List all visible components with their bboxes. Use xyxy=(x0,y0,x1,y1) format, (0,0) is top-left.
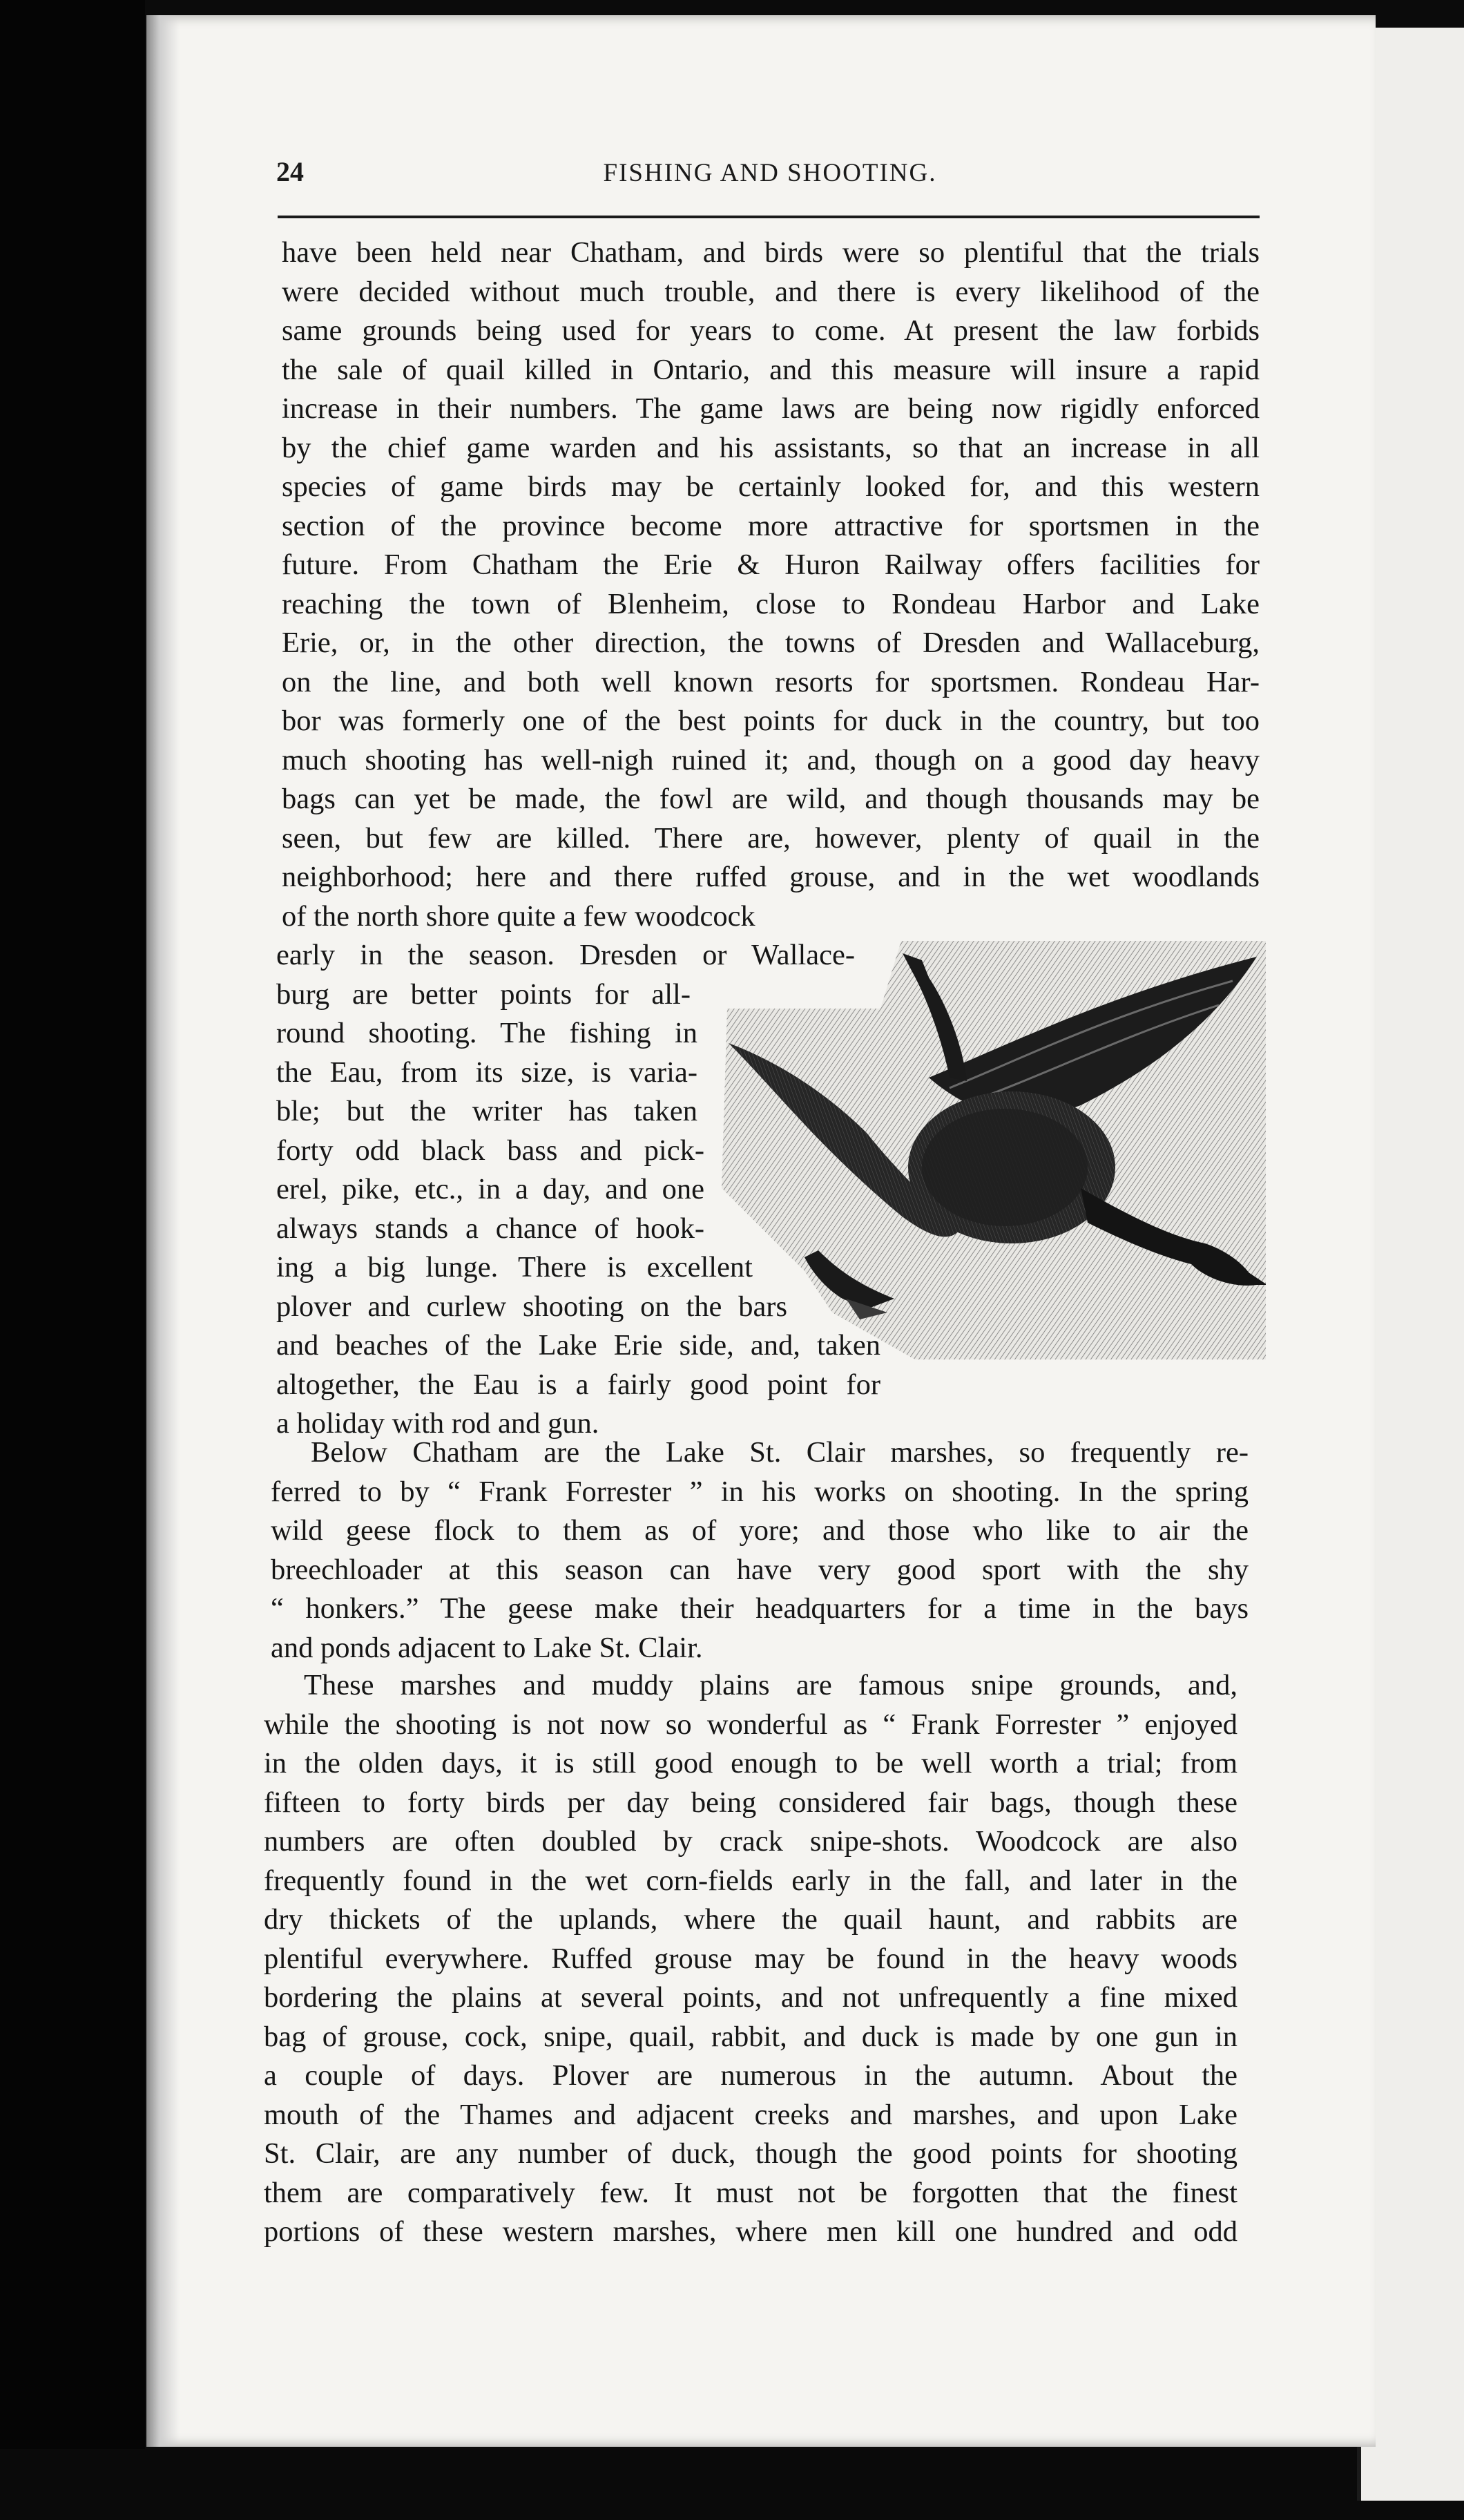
text-line: forty odd black bass and pick- xyxy=(276,1134,704,1167)
text-line: them are comparatively few. It must not be forgotten that the finest xyxy=(264,2176,1237,2209)
text-line: frequently found in the wet corn-fields early in the fall, and later in the xyxy=(264,1864,1237,1897)
text-line: altogether, the Eau is a fairly good point for xyxy=(276,1368,880,1401)
text-line: always stands a chance of hook- xyxy=(276,1212,704,1245)
text-line: species of game birds may be certainly looked for, and this western xyxy=(282,470,1260,503)
text-line: Below Chatham are the Lake St. Clair marshes, so frequently re- xyxy=(311,1436,1249,1469)
text-line: have been held near Chatham, and birds were so plentiful that the trials xyxy=(282,236,1260,269)
page-header xyxy=(276,155,1264,197)
paragraph-2 xyxy=(271,1433,1249,1668)
text-line: dry thickets of the uplands, where the quail haunt, and rabbits are xyxy=(264,1903,1237,1936)
text-line: by the chief game warden and his assistants, so that an increase in all xyxy=(282,431,1260,464)
duck-illustration xyxy=(722,939,1266,1359)
text-line: fifteen to forty birds per day being considered fair bags, though these xyxy=(264,1786,1237,1819)
text-line: ble; but the writer has taken xyxy=(276,1095,697,1127)
text-line: bordering the plains at several points, and not unfrequently a fine mixed xyxy=(264,1981,1237,2014)
text-line: while the shooting is not now so wonderful as “ Frank Forrester ” enjoyed xyxy=(264,1708,1237,1741)
text-line: section of the province become more attractive for sportsmen in the xyxy=(282,509,1260,542)
text-line: breechloader at this season can have very good sport with the shy xyxy=(271,1553,1249,1586)
text-line: a holiday with rod and gun. xyxy=(276,1407,599,1440)
text-line: on the line, and both well known resorts for sportsmen. Rondeau Har- xyxy=(282,665,1260,698)
text-line: bor was formerly one of the best points for duck in the country, but too xyxy=(282,705,1260,737)
text-line: of the north shore quite a few woodcock xyxy=(282,899,755,933)
text-line: seen, but few are killed. There are, however, plenty of quail in the xyxy=(282,821,1260,855)
text-line: These marshes and muddy plains are famous snipe grounds, and, xyxy=(304,1669,1237,1701)
text-line: mouth of the Thames and adjacent creeks and marshes, and upon Lake xyxy=(264,2098,1237,2131)
text-line: increase in their numbers. The game laws are being now rigidly enforced xyxy=(282,392,1260,425)
text-line: and beaches of the Lake Erie side, and, taken xyxy=(276,1329,880,1362)
text-line: ferred to by “ Frank Forrester ” in his works on shooting. In the spring xyxy=(271,1475,1249,1508)
page-number: 24 xyxy=(276,156,304,187)
text-line: the Eau, from its size, is varia- xyxy=(276,1056,697,1089)
text-line: bags can yet be made, the fowl are wild, and though thousands may be xyxy=(282,783,1260,815)
text-line: reaching the town of Blenheim, close to Rondeau Harbor and Lake xyxy=(282,587,1260,620)
text-line: wild geese flock to them as of yore; and those who like to air the xyxy=(271,1514,1249,1547)
text-line: “ honkers.” The geese make their headquarters for a time in the bays xyxy=(271,1592,1249,1625)
text-line: and ponds adjacent to Lake St. Clair. xyxy=(271,1631,703,1664)
text-line: bag of grouse, cock, snipe, quail, rabbit, and duck is made by one gun in xyxy=(264,2020,1237,2053)
paragraph-3 xyxy=(264,1666,1237,2252)
text-line: were decided without much trouble, and there is every likelihood of the xyxy=(282,275,1260,308)
text-line: Erie, or, in the other direction, the towns of Dresden and Wallaceburg, xyxy=(282,627,1260,659)
text-line: same grounds being used for years to come. At present the law forbids xyxy=(282,314,1260,347)
text-line: in the olden days, it is still good enough to be well worth a trial; from xyxy=(264,1747,1237,1779)
text-line: erel, pike, etc., in a day, and one xyxy=(276,1173,704,1205)
running-head: FISHING AND SHOOTING. xyxy=(603,159,937,187)
header-rule xyxy=(278,216,1260,218)
text-line: neighborhood; here and there ruffed grouse, and in the wet woodlands xyxy=(282,861,1260,893)
paragraph-1 xyxy=(282,233,1260,936)
text-line: ing a big lunge. There is excellent xyxy=(276,1251,753,1283)
text-line: plover and curlew shooting on the bars xyxy=(276,1290,787,1323)
text-line: future. From Chatham the Erie & Huron Railway offers facilities for xyxy=(282,548,1260,581)
text-line: St. Clair, are any number of duck, though the good points for shooting xyxy=(264,2137,1237,2170)
text-line: portions of these western marshes, where men kill one hundred and odd xyxy=(264,2215,1237,2248)
scan-background-left xyxy=(0,0,145,2520)
text-line: the sale of quail killed in Ontario, and this measure will insure a rapid xyxy=(282,353,1260,386)
text-line: a couple of days. Plover are numerous in the autumn. About the xyxy=(264,2059,1237,2092)
text-line: early in the season. Dresden or Wallace- xyxy=(276,939,855,971)
page-gutter-shadow xyxy=(146,15,180,2447)
scan-background-bottom xyxy=(0,2449,1464,2520)
text-line: numbers are often doubled by crack snipe-shots. Woodcock are also xyxy=(264,1825,1237,1858)
text-line: plentiful everywhere. Ruffed grouse may be found in the heavy woods xyxy=(264,1942,1237,1975)
duck-illustration-icon xyxy=(722,939,1266,1359)
text-line: round shooting. The fishing in xyxy=(276,1017,697,1049)
text-line: burg are better points for all- xyxy=(276,977,691,1011)
text-line: much shooting has well-nigh ruined it; and, though on a good day heavy xyxy=(282,743,1260,776)
